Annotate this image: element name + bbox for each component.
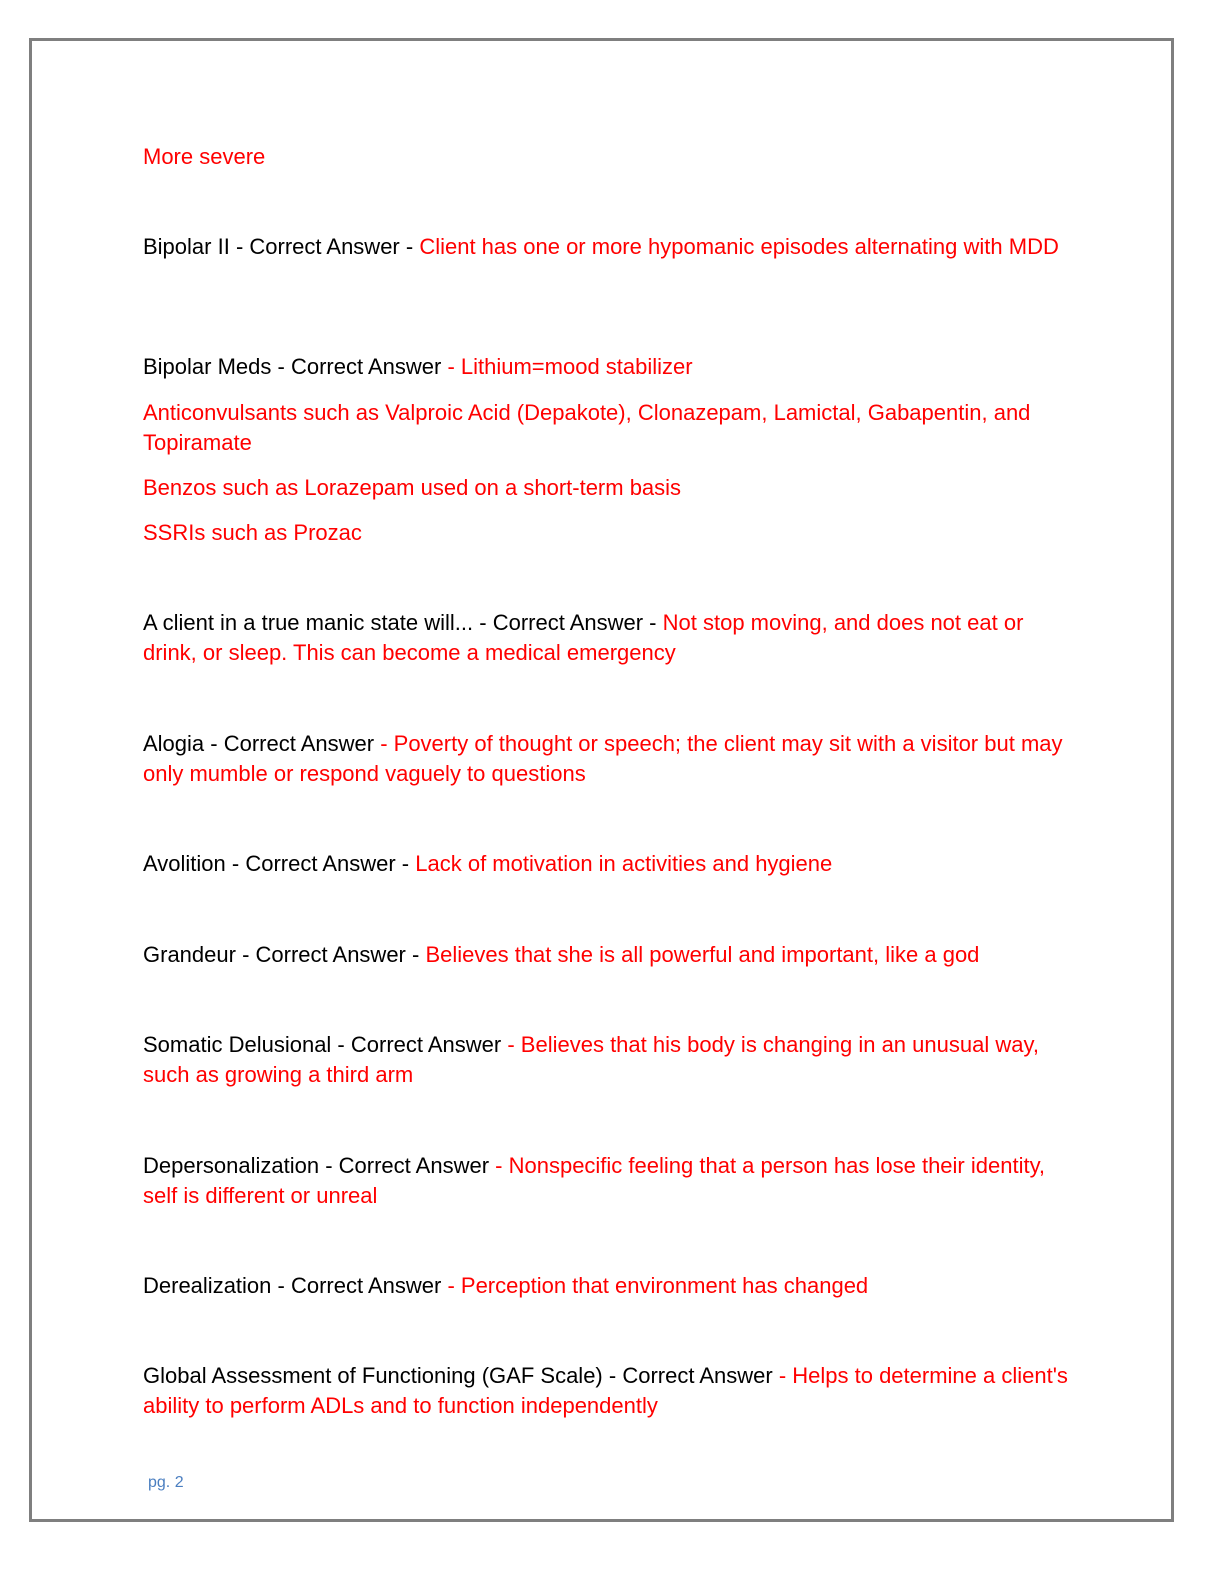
term: Derealization bbox=[143, 1273, 272, 1298]
answer: Lack of motivation in activities and hygiene bbox=[415, 851, 833, 876]
meds-line-anticonvulsants: Anticonvulsants such as Valproic Acid (Depakote), Clonazepam, Lamictal, Gabapentin, and Topiramate bbox=[143, 400, 1031, 455]
flashcard-grandeur bbox=[143, 940, 1078, 970]
answer: - Perception that environment has changed bbox=[447, 1273, 869, 1298]
term: Avolition bbox=[143, 851, 226, 876]
flashcard-derealization bbox=[143, 1271, 1078, 1301]
answer: - Nonspecific feeling that a person has lose their identity, self is different or unreal bbox=[143, 1153, 1046, 1208]
answer: Client has one or more hypomanic episodes alternating with MDD bbox=[419, 234, 1059, 259]
separator: - Correct Answer bbox=[602, 1363, 779, 1388]
flashcard-alogia bbox=[143, 729, 1078, 789]
term: Bipolar II bbox=[143, 234, 230, 259]
separator: - Correct Answer - bbox=[229, 234, 420, 259]
intro-answer: More severe bbox=[143, 144, 266, 169]
term: Grandeur bbox=[143, 942, 236, 967]
flashcard-depersonalization bbox=[143, 1151, 1078, 1211]
term: Bipolar Meds bbox=[143, 354, 272, 379]
separator: - Correct Answer bbox=[331, 1032, 508, 1057]
answer: - Poverty of thought or speech; the client may sit with a visitor but may only mumble or respond vaguely to questions bbox=[143, 731, 1063, 786]
flashcard-bipolar-ii bbox=[143, 232, 1078, 262]
flashcard-somatic-delusional bbox=[143, 1030, 1078, 1090]
term: Global Assessment of Functioning (GAF Scale) bbox=[143, 1363, 603, 1388]
separator: - Correct Answer - bbox=[235, 942, 426, 967]
answer: - Lithium=mood stabilizer bbox=[447, 354, 693, 379]
separator: - Correct Answer - bbox=[225, 851, 416, 876]
flashcard-manic-state bbox=[143, 608, 1078, 668]
flashcard-gaf-scale bbox=[143, 1361, 1078, 1421]
answer: Believes that she is all powerful and important, like a god bbox=[425, 942, 980, 967]
answer: - Helps to determine a client's ability to perform ADLs and to function independently bbox=[143, 1363, 1068, 1418]
answer: Not stop moving, and does not eat or drink, or sleep. This can become a medical emergency bbox=[143, 610, 1024, 665]
meds-line-ssris: SSRIs such as Prozac bbox=[143, 520, 362, 545]
separator: - Correct Answer bbox=[271, 1273, 448, 1298]
separator: - Correct Answer bbox=[271, 354, 448, 379]
separator: - Correct Answer bbox=[319, 1153, 496, 1178]
meds-line-benzos: Benzos such as Lorazepam used on a short-term basis bbox=[143, 475, 682, 500]
flashcard-bipolar-meds bbox=[143, 352, 1078, 382]
page-number: pg. 2 bbox=[148, 1474, 184, 1491]
term: A client in a true manic state will... bbox=[143, 610, 474, 635]
term: Depersonalization bbox=[143, 1153, 320, 1178]
term: Somatic Delusional bbox=[143, 1032, 332, 1057]
term: Alogia bbox=[143, 731, 205, 756]
flashcard-avolition bbox=[143, 849, 1078, 879]
separator: - Correct Answer - bbox=[473, 610, 663, 635]
answer: - Believes that his body is changing in an unusual way, such as growing a third arm bbox=[143, 1032, 1039, 1087]
separator: - Correct Answer bbox=[204, 731, 381, 756]
